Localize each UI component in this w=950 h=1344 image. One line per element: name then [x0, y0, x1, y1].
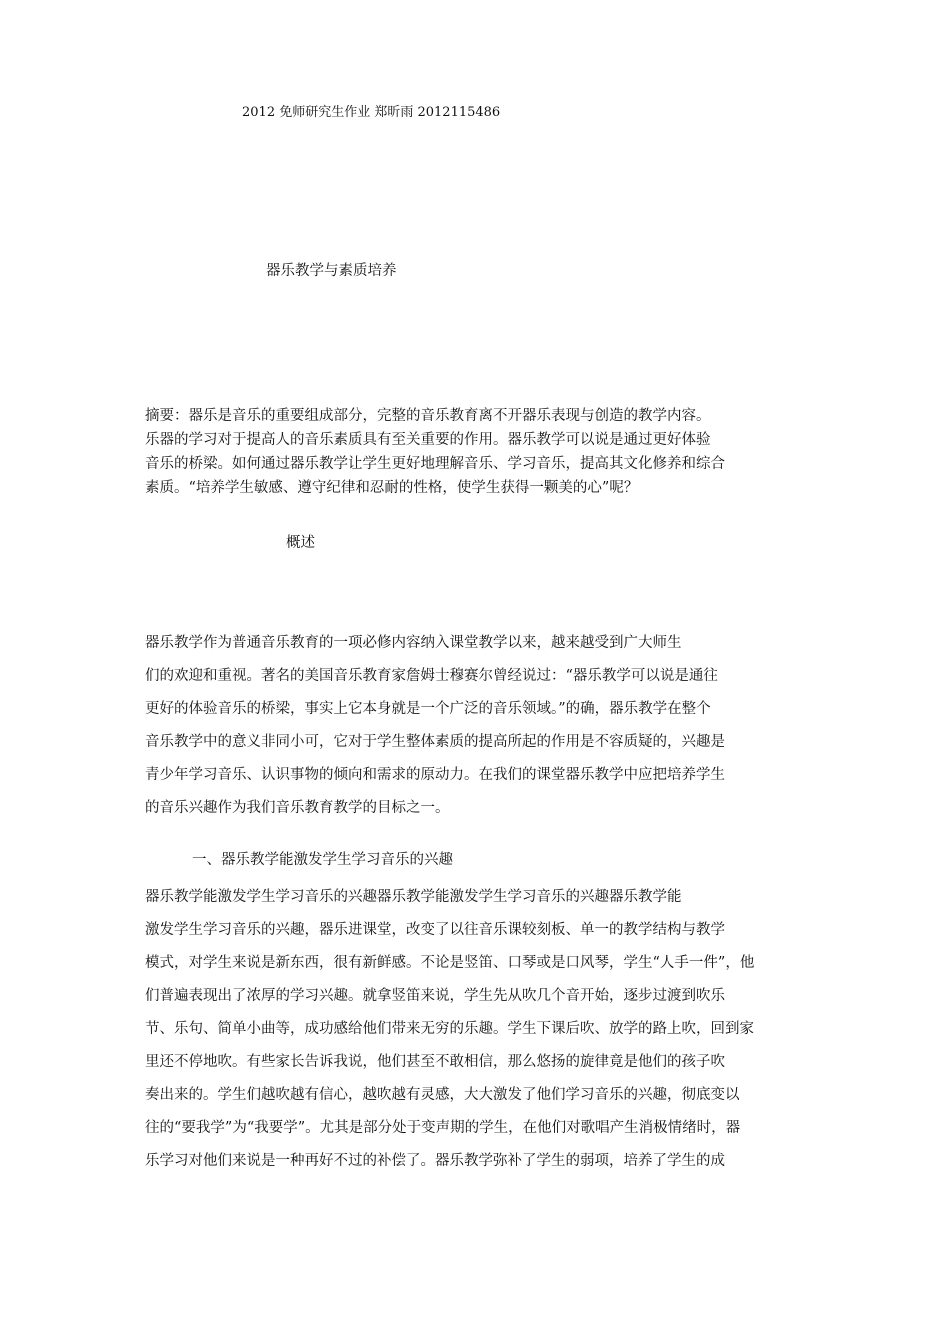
paragraph-line: 模式，对学生来说是新东西，很有新鲜感。不论是竖笛、口琴或是口风琴，学生“人手一件”，他	[145, 955, 755, 971]
paragraph-line: 乐学习对他们来说是一种再好不过的补偿了。器乐教学弥补了学生的弱项，培养了学生的成	[145, 1153, 725, 1169]
paragraph-line: 的音乐兴趣作为我们音乐教育教学的目标之一。	[145, 800, 450, 816]
paragraph-line: 节、乐句、简单小曲等，成功感给他们带来无穷的乐趣。学生下课后吹、放学的路上吹，回到家	[145, 1021, 754, 1037]
header-info: 2012 免师研究生作业 郑昕雨 2012115486	[242, 105, 501, 120]
overview-heading: 概述	[286, 535, 315, 551]
paragraph-line: 里还不停地吹。有些家长告诉我说，他们甚至不敢相信，那么悠扬的旋律竟是他们的孩子吹	[145, 1054, 725, 1070]
intro-paragraph	[145, 627, 815, 825]
page-title: 器乐教学与素质培养	[266, 263, 397, 279]
abstract-line: 乐器的学习对于提高人的音乐素质具有至关重要的作用。器乐教学可以说是通过更好体验	[145, 432, 711, 448]
paragraph-line: 奏出来的。学生们越吹越有信心，越吹越有灵感，大大激发了他们学习音乐的兴趣，彻底变以	[145, 1087, 740, 1103]
paragraph-line: 们普遍表现出了浓厚的学习兴趣。就拿竖笛来说，学生先从吹几个音开始，逐步过渡到吹乐	[145, 988, 725, 1004]
paragraph-line: 更好的体验音乐的桥梁，事实上它本身就是一个广泛的音乐领域。”的确，器乐教学在整个	[145, 701, 711, 717]
paragraph-line: 们的欢迎和重视。著名的美国音乐教育家詹姆士穆赛尔曾经说过：“器乐教学可以说是通往	[145, 668, 718, 684]
paragraph-line: 器乐教学作为普通音乐教育的一项必修内容纳入课堂教学以来，越来越受到广大师生	[145, 635, 682, 651]
paragraph-line: 往的“要我学”为“我要学”。尤其是部分处于变声期的学生，在他们对歌唱产生消极情绪时，器	[145, 1120, 741, 1136]
paragraph-line: 音乐教学中的意义非同小可，它对于学生整体素质的提高所起的作用是不容质疑的，兴趣是	[145, 734, 725, 750]
paragraph-line: 器乐教学能激发学生学习音乐的兴趣器乐教学能激发学生学习音乐的兴趣器乐教学能	[145, 889, 682, 905]
paragraph-line: 激发学生学习音乐的兴趣，器乐进课堂，改变了以往音乐课较刻板、单一的教学结构与教学	[145, 922, 725, 938]
abstract-line: 音乐的桥梁。如何通过器乐教学让学生更好地理解音乐、学习音乐，提高其文化修养和综合	[145, 456, 725, 472]
section-paragraph	[145, 881, 815, 1178]
abstract-line: 摘要：器乐是音乐的重要组成部分，完整的音乐教育离不开器乐表现与创造的教学内容。	[145, 408, 711, 424]
section-heading: 一、器乐教学能激发学生学习音乐的兴趣	[192, 852, 453, 868]
abstract-line: 素质。“培养学生敏感、遵守纪律和忍耐的性格，使学生获得一颗美的心”呢？	[145, 480, 639, 496]
paragraph-line: 青少年学习音乐、认识事物的倾向和需求的原动力。在我们的课堂器乐教学中应把培养学生	[145, 767, 725, 783]
abstract-paragraph	[145, 404, 817, 500]
